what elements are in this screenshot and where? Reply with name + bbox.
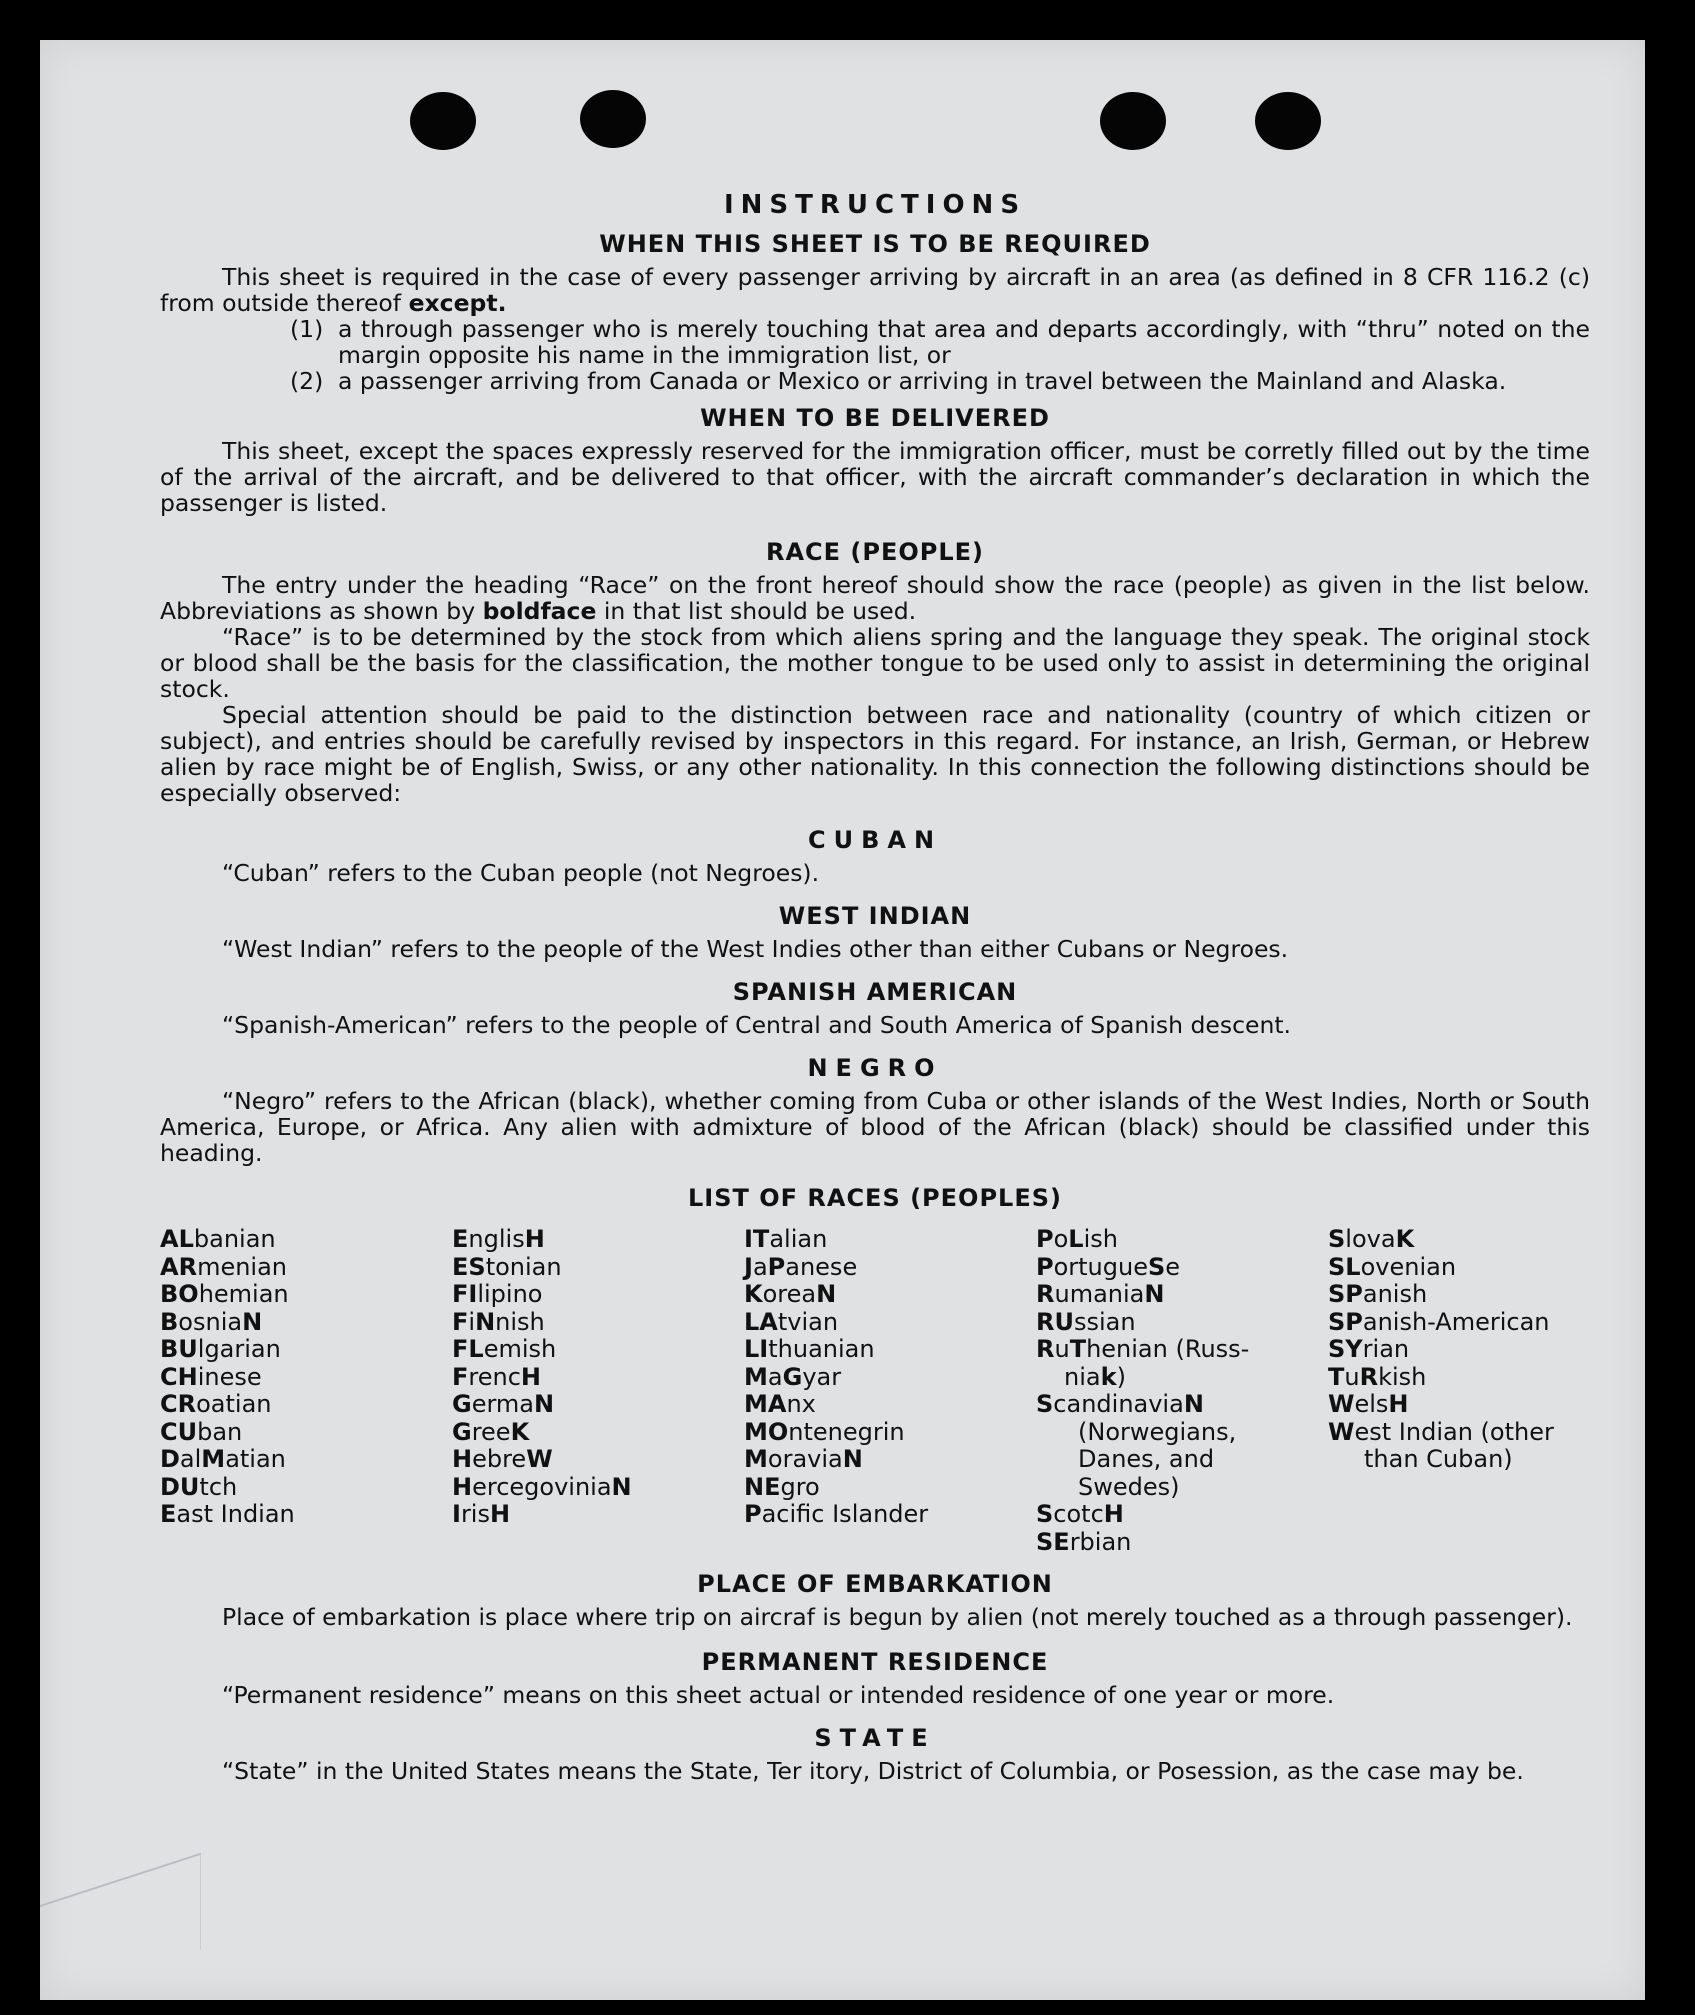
- race-entry: BosniaN: [160, 1307, 263, 1336]
- state-text: “State” in the United States means the State, Ter itory, District of Columbia, or Posession, as the case may be.: [222, 1757, 1524, 1785]
- cuban-text: “Cuban” refers to the Cuban people (not Negroes).: [222, 859, 820, 887]
- race-entry: CRoatian: [160, 1390, 272, 1418]
- race-entry: MOntenegrin: [744, 1417, 905, 1446]
- negro-text: “Negro” refers to the African (black), whether coming from Cuba or other islands of the West Indies, North or South America, Europe, or Africa. Any alien with admixture of blood of the African (black) should be classified under this heading.: [160, 1087, 1590, 1167]
- race-entry: DUtch: [160, 1472, 238, 1501]
- race-entry: than Cuban): [1364, 1445, 1513, 1473]
- race-entry: PoLish: [1036, 1225, 1118, 1253]
- race-entry: FiNnish: [452, 1307, 545, 1336]
- race-entry: FrencH: [452, 1362, 542, 1391]
- race-entry: Pacific Islander: [744, 1500, 929, 1528]
- race-entry: LIthuanian: [744, 1335, 875, 1363]
- race-entry: NEgro: [744, 1472, 820, 1501]
- race-entry: JaPanese: [744, 1252, 858, 1281]
- folded-corner: [40, 1853, 201, 2002]
- document-sheet: [40, 40, 1645, 2000]
- race-entry: EnglisH: [452, 1225, 545, 1253]
- race-paragraph-1: The entry under the heading “Race” on the front hereof should show the race (people) as given in the list below. Abbreviations as shown by boldface in that list should be used.: [160, 571, 1590, 625]
- delivered-text: This sheet, except the spaces expressly reserved for the immigration officer, must be corretly filled out by the time of the arrival of the aircraft, and be delivered to that officer, with the aircraft commander’s declaration in which the passenger is listed.: [160, 437, 1590, 517]
- race-entry: MAnx: [744, 1390, 816, 1418]
- heading-cuban: CUBAN: [807, 826, 943, 854]
- race-entry: ARmenian: [160, 1252, 288, 1281]
- heading-when-delivered: WHEN TO BE DELIVERED: [700, 404, 1050, 432]
- races-column: [452, 1226, 744, 1556]
- race-entry: Danes, and: [1078, 1445, 1215, 1473]
- punch-hole: [1255, 92, 1321, 150]
- heading-west-indian: WEST INDIAN: [778, 902, 972, 930]
- race-entry: EStonian: [452, 1252, 562, 1281]
- race-entry: PortugueSe: [1036, 1252, 1181, 1281]
- spanish-american-text: “Spanish-American” refers to the people of Central and South America of Spanish descent.: [222, 1011, 1292, 1039]
- race-entry: CHinese: [160, 1362, 262, 1391]
- race-entry: SErbian: [1036, 1527, 1132, 1556]
- race-entry: BUlgarian: [160, 1335, 281, 1363]
- race-entry: Swedes): [1078, 1472, 1180, 1501]
- race-entry: MaGyar: [744, 1362, 842, 1391]
- race-entry: WelsH: [1328, 1390, 1409, 1418]
- race-entry: LAtvian: [744, 1307, 839, 1336]
- race-entry: SPanish: [1328, 1280, 1428, 1308]
- race-entry: GreeK: [452, 1417, 530, 1446]
- exception-item: (2) a passenger arriving from Canada or Mexico or arriving in travel between the Mainland and Alaska.: [290, 367, 1507, 395]
- race-entry: HercegoviniaN: [452, 1472, 632, 1501]
- heading-race: RACE (PEOPLE): [765, 538, 985, 566]
- race-entry: FLemish: [452, 1335, 557, 1363]
- race-entry: ScotcH: [1036, 1500, 1124, 1528]
- race-entry: SlovaK: [1328, 1225, 1415, 1253]
- embarkation-text: Place of embarkation is place where trip on aircraf is begun by alien (not merely touched as a through passenger).: [222, 1603, 1573, 1631]
- race-entry: IrisH: [452, 1500, 511, 1528]
- race-entry: ALbanian: [160, 1225, 276, 1253]
- race-entry: TuRkish: [1328, 1362, 1427, 1391]
- race-entry: ITalian: [744, 1225, 828, 1253]
- punch-hole: [410, 92, 476, 150]
- race-entry: ScandinaviaN: [1036, 1390, 1204, 1418]
- race-entry: HebreW: [452, 1445, 553, 1473]
- race-entry: CUban: [160, 1417, 243, 1446]
- heading-negro: NEGRO: [807, 1054, 943, 1082]
- race-entry: West Indian (other: [1328, 1417, 1554, 1446]
- west-indian-text: “West Indian” refers to the people of the West Indies other than either Cubans or Negroes.: [222, 935, 1289, 963]
- race-entry: KoreaN: [744, 1280, 837, 1308]
- races-column: [1036, 1226, 1328, 1556]
- race-entry: FIlipino: [452, 1280, 543, 1308]
- race-entry: SLovenian: [1328, 1252, 1457, 1281]
- race-entry: (Norwegians,: [1078, 1417, 1237, 1446]
- races-list: [160, 1226, 1590, 1556]
- page-title: INSTRUCTIONS: [723, 190, 1027, 220]
- race-entry: niak): [1064, 1362, 1126, 1391]
- race-paragraph-3: Special attention should be paid to the distinction between race and nationality (country of which citizen or subject), and entries should be carefully revised by inspectors in this regard. For instance, an Irish, German, or Hebrew alien by race might be of English, Swiss, or any other nationality. In this connection the following distinctions should be especially observed:: [160, 701, 1590, 807]
- heading-when-required: WHEN THIS SHEET IS TO BE REQUIRED: [599, 230, 1151, 258]
- race-entry: MoraviaN: [744, 1445, 863, 1473]
- race-entry: SPanish-American: [1328, 1307, 1550, 1336]
- race-paragraph-2: “Race” is to be determined by the stock from which aliens spring and the language they speak. The original stock or blood shall be the basis for the classification, the mother tongue to be used only to assist in determining the original stock.: [160, 623, 1590, 703]
- punch-hole: [580, 90, 646, 148]
- heading-embarkation: PLACE OF EMBARKATION: [697, 1570, 1053, 1598]
- heading-state: STATE: [814, 1724, 936, 1752]
- instructions-content: [160, 190, 1590, 1784]
- permanent-residence-text: “Permanent residence” means on this sheet actual or intended residence of one year or more.: [222, 1681, 1335, 1709]
- race-entry: RuThenian (Russ-: [1036, 1335, 1250, 1363]
- race-entry: SYrian: [1328, 1335, 1410, 1363]
- race-entry: RUssian: [1036, 1307, 1136, 1336]
- race-entry: BOhemian: [160, 1280, 289, 1308]
- races-column: [744, 1226, 1036, 1556]
- race-entry: DalMatian: [160, 1445, 286, 1473]
- race-entry: RumaniaN: [1036, 1280, 1165, 1308]
- punch-hole: [1100, 92, 1166, 150]
- races-column: [1328, 1226, 1578, 1556]
- race-entry: East Indian: [160, 1500, 295, 1528]
- heading-list-of-races: LIST OF RACES (PEOPLES): [688, 1184, 1062, 1212]
- exception-item: (1) a through passenger who is merely touching that area and departs accordingly, with “thru” noted on the margin opposite his name in the immigration list, or: [290, 315, 1590, 369]
- required-intro: This sheet is required in the case of every passenger arriving by aircraft in an area (as defined in 8 CFR 116.2 (c) from outside thereof except.: [160, 263, 1590, 317]
- races-column: [160, 1226, 452, 1556]
- race-entry: GermaN: [452, 1390, 555, 1418]
- heading-permanent-residence: PERMANENT RESIDENCE: [701, 1648, 1049, 1676]
- heading-spanish-american: SPANISH AMERICAN: [732, 978, 1018, 1006]
